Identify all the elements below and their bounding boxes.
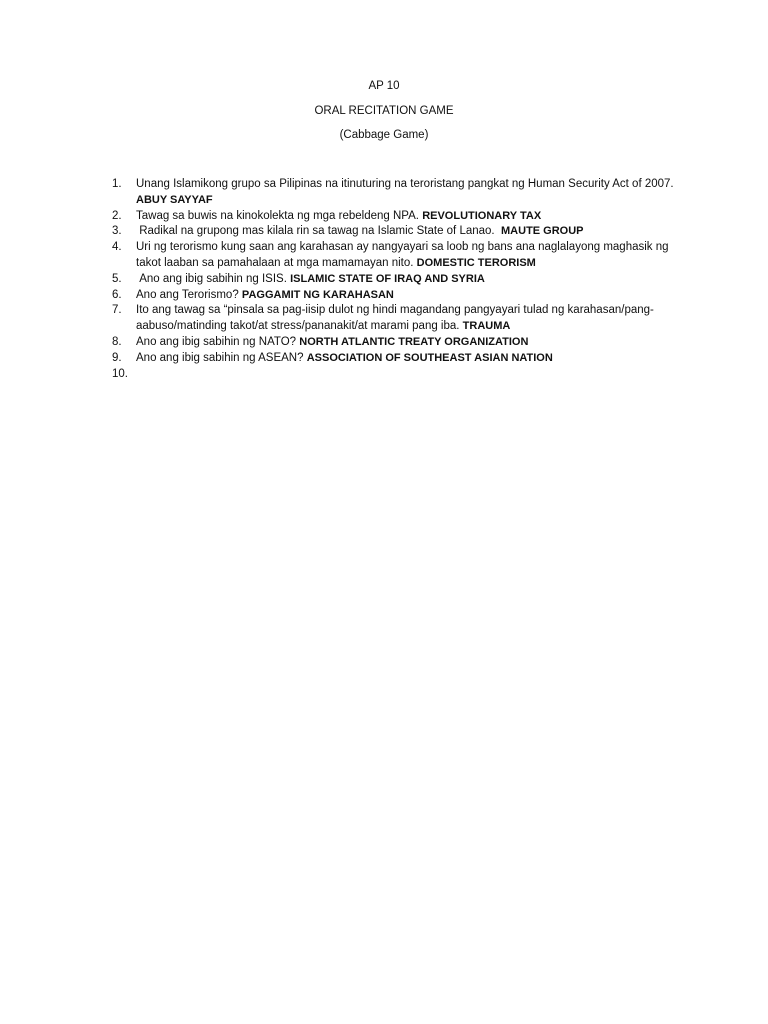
document-title: AP 10 xyxy=(368,80,400,92)
answer-text: ASSOCIATION OF SOUTHEAST ASIAN NATION xyxy=(306,351,553,364)
list-item xyxy=(112,351,680,367)
list-item xyxy=(112,303,680,335)
list-item xyxy=(112,272,680,288)
answer-text: PAGGAMIT NG KARAHASAN xyxy=(241,288,394,301)
game-name: (Cabbage Game) xyxy=(339,129,429,141)
item-number: 9. xyxy=(112,351,122,364)
document-subtitle: ORAL RECITATION GAME xyxy=(314,105,454,117)
item-number: 2. xyxy=(112,209,122,222)
question-text: Ano ang ibig sabihin ng ISIS. xyxy=(136,272,287,285)
question-text: Unang Islamikong grupo sa Pilipinas na itinuturing na teroristang pangkat ng Human Security Act of 2007. xyxy=(136,178,674,190)
item-number: 5. xyxy=(112,272,122,285)
list-item xyxy=(112,367,680,383)
question-text: Ano ang ibig sabihin ng NATO? xyxy=(136,335,297,348)
item-number: 8. xyxy=(112,335,122,348)
item-number: 10. xyxy=(112,367,128,380)
list-item xyxy=(112,177,680,209)
item-content xyxy=(136,177,680,209)
list-item xyxy=(112,224,680,240)
item-number: 6. xyxy=(112,288,122,301)
answer-text: TRAUMA xyxy=(462,320,511,333)
item-number: 1. xyxy=(112,178,122,190)
question-list xyxy=(112,177,680,382)
item-content xyxy=(136,240,680,272)
item-content xyxy=(136,335,680,351)
answer-text: DOMESTIC TERORISM xyxy=(416,256,536,269)
item-content xyxy=(136,351,680,367)
item-content xyxy=(136,272,680,288)
item-content xyxy=(136,303,680,335)
question-text: Ano ang ibig sabihin ng ASEAN? xyxy=(136,351,304,364)
answer-text: ISLAMIC STATE OF IRAQ AND SYRIA xyxy=(290,272,485,285)
answer-text: REVOLUTIONARY TAX xyxy=(422,209,542,222)
item-content xyxy=(136,288,680,304)
item-content xyxy=(136,224,680,240)
item-number: 4. xyxy=(112,241,122,254)
question-text: Ano ang Terorismo? xyxy=(136,288,239,301)
question-text: Radikal na grupong mas kilala rin sa tawag na Islamic State of Lanao. xyxy=(136,225,502,238)
list-item xyxy=(112,240,680,272)
item-number: 3. xyxy=(112,225,122,238)
question-text: Ito ang tawag sa “pinsala sa pag-iisip dulot ng hindi magandang pangyayari tulad ng karahasan/pang-aabuso/matinding takot/at stress/pananakit/at marami pang iba. xyxy=(136,304,654,333)
question-text: Tawag sa buwis na kinokolekta ng mga rebeldeng NPA. xyxy=(136,209,419,222)
item-content xyxy=(136,209,680,225)
answer-text: NORTH ATLANTIC TREATY ORGANIZATION xyxy=(299,335,529,348)
item-number: 7. xyxy=(112,304,122,317)
list-item xyxy=(112,209,680,225)
list-item xyxy=(112,288,680,304)
answer-text: MAUTE GROUP xyxy=(501,225,584,238)
list-item xyxy=(112,335,680,351)
question-text: Uri ng terorismo kung saan ang karahasan ay nangyayari sa loob ng bans ana naglalayong maghasik ng takot laaban sa pamahalaan at mga mamamayan nito. xyxy=(136,241,669,269)
answer-text: ABUY SAYYAF xyxy=(136,193,213,206)
